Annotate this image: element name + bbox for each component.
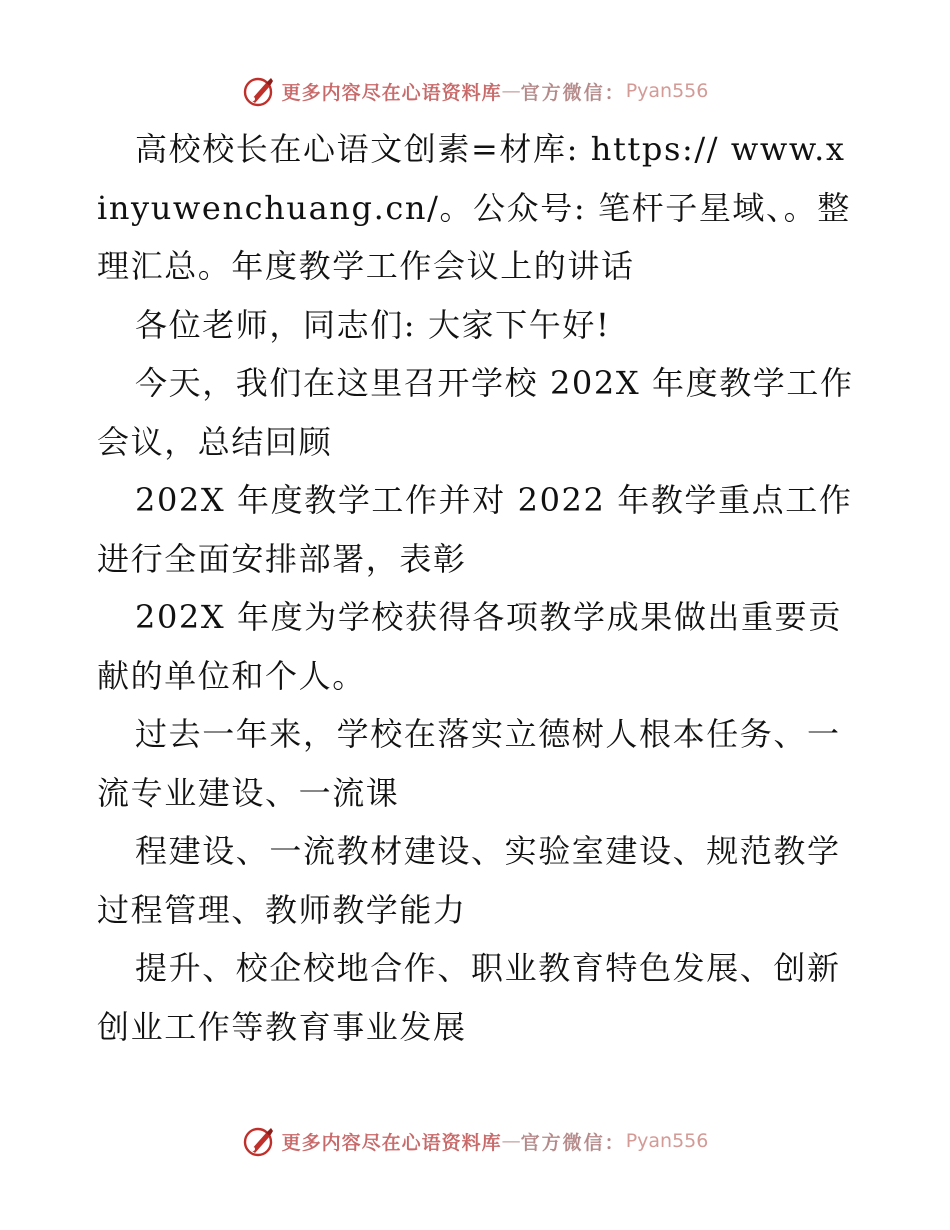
paragraph: 202X 年度为学校获得各项教学成果做出重要贡献的单位和个人。	[97, 598, 842, 695]
paragraph: 程建设、一流教材建设、实验室建设、规范教学过程管理、教师教学能力	[97, 832, 841, 929]
watermark-wechat-id: Pyan556	[625, 1130, 709, 1152]
paragraph-greeting: 各位老师，同志们: 大家下午好!	[135, 305, 611, 344]
watermark-dash: —	[501, 1130, 521, 1152]
watermark-wechat-id: Pyan556	[625, 80, 709, 102]
paragraph: 202X 年度教学工作并对 2022 年教学重点工作进行全面安排部署，表彰	[97, 481, 853, 578]
pen-logo-icon	[242, 74, 276, 108]
footer-watermark	[0, 1121, 950, 1161]
pen-logo-icon	[242, 1124, 276, 1158]
watermark-label: 官方微信：	[520, 1131, 626, 1154]
watermark-main-text: 更多内容尽在心语资料库	[281, 81, 502, 104]
watermark-label: 官方微信：	[520, 81, 626, 104]
header-watermark	[0, 71, 950, 111]
paragraph: 过去一年来，学校在落实立德树人根本任务、一流专业建设、一流课	[97, 715, 841, 812]
watermark-main-text: 更多内容尽在心语资料库	[281, 1131, 502, 1154]
document-body	[97, 120, 857, 1056]
paragraph: 今天，我们在这里召开学校 202X 年度教学工作会议，总结回顾	[97, 364, 854, 461]
paragraph: 提升、校企校地合作、职业教育特色发展、创新创业工作等教育事业发展	[97, 949, 841, 1046]
paragraph-intro-title: 高校校长在心语文创素=材库: https:// www.xinyuwenchuang.cn/。公众号: 笔杆子星域、。整理汇总。年度教学工作会议上的讲话	[97, 130, 851, 285]
watermark-dash: —	[501, 80, 521, 102]
